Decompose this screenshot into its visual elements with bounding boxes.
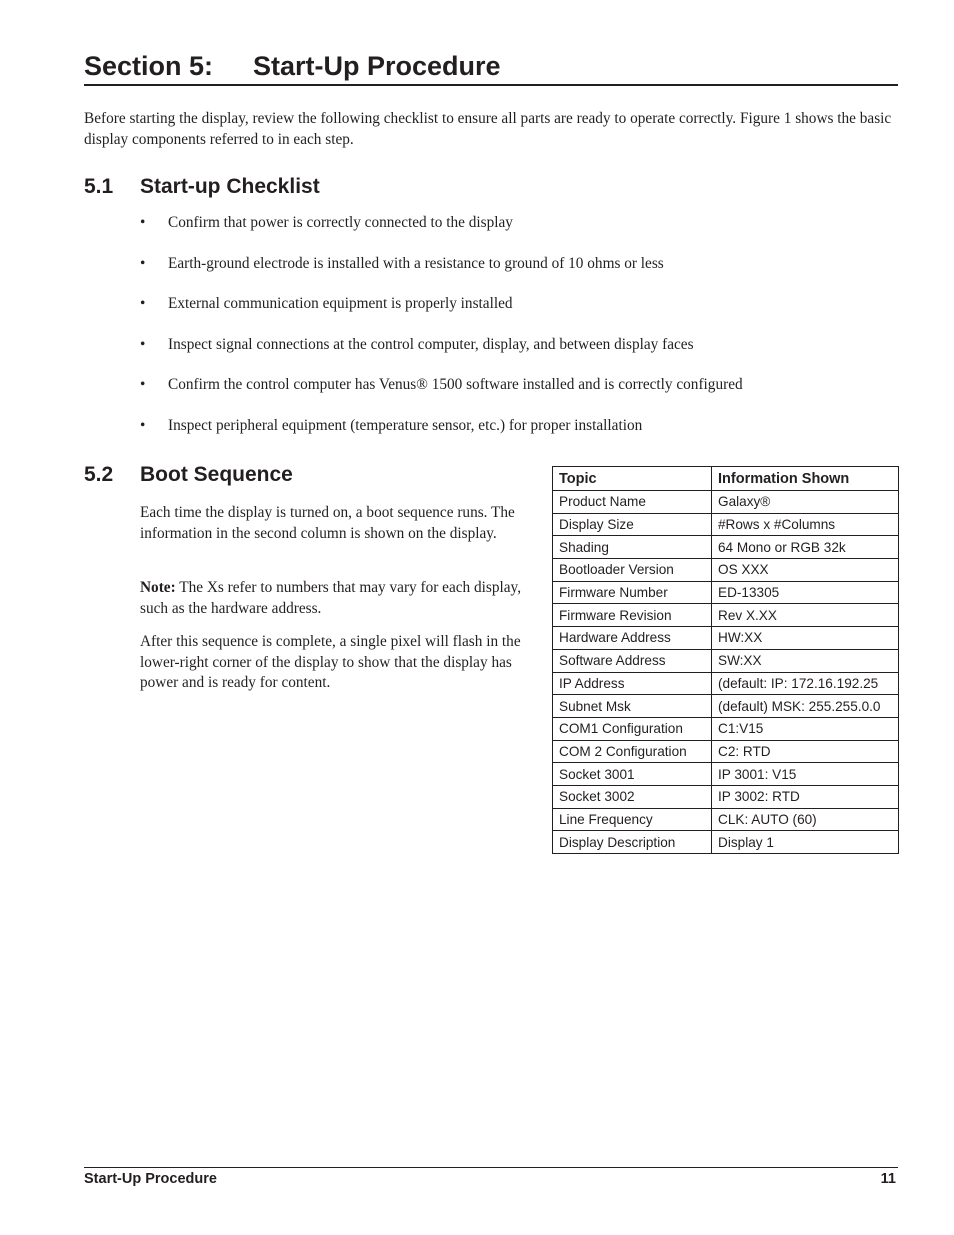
section-name: Start-Up Procedure [253, 51, 501, 81]
column-header-information: Information Shown [712, 467, 899, 491]
table-row [553, 763, 899, 786]
table-row [553, 695, 899, 718]
table-row [553, 513, 899, 536]
information-cell: Display 1 [712, 831, 899, 854]
information-cell: Rev X.XX [712, 604, 899, 627]
checklist-title: Start-up Checklist [140, 175, 320, 198]
topic-cell: Software Address [553, 649, 712, 672]
information-cell: IP 3001: V15 [712, 763, 899, 786]
boot-title: Boot Sequence [140, 463, 293, 486]
information-cell: HW:XX [712, 627, 899, 650]
checklist-heading [84, 174, 320, 200]
information-cell: ED-13305 [712, 581, 899, 604]
topic-cell: Shading [553, 536, 712, 559]
bullet-icon: • [140, 417, 146, 434]
topic-cell: Firmware Revision [553, 604, 712, 627]
section-number: Section 5: [84, 51, 214, 81]
table-row [553, 649, 899, 672]
table-row [553, 808, 899, 831]
topic-cell: COM1 Configuration [553, 717, 712, 740]
topic-cell: COM 2 Configuration [553, 740, 712, 763]
bullet-icon: • [140, 295, 146, 312]
boot-number: 5.2 [84, 463, 114, 486]
topic-cell: Firmware Number [553, 581, 712, 604]
information-cell: CLK: AUTO (60) [712, 808, 899, 831]
topic-cell: Socket 3002 [553, 785, 712, 808]
information-cell: 64 Mono or RGB 32k [712, 536, 899, 559]
boot-complete-paragraph: After this sequence is complete, a single pixel will flash in the lower-right corner of the display to show that the display has power and is ready for content. [140, 633, 521, 691]
bullet-icon: • [140, 336, 146, 353]
table-row [553, 831, 899, 854]
topic-cell: Product Name [553, 491, 712, 514]
checklist-number: 5.1 [84, 175, 114, 198]
topic-cell: Display Size [553, 513, 712, 536]
information-cell: #Rows x #Columns [712, 513, 899, 536]
topic-cell: Hardware Address [553, 627, 712, 650]
information-cell: OS XXX [712, 559, 899, 582]
topic-cell: IP Address [553, 672, 712, 695]
footer-divider [84, 1167, 898, 1168]
bullet-icon: • [140, 255, 146, 272]
bullet-icon: • [140, 214, 146, 231]
note-label: Note: [140, 579, 176, 596]
page-number: 11 [880, 1171, 896, 1187]
boot-heading [84, 462, 293, 488]
section-title [84, 50, 898, 86]
table-row [553, 627, 899, 650]
topic-cell: Subnet Msk [553, 695, 712, 718]
column-header-topic: Topic [553, 467, 712, 491]
table-row [553, 581, 899, 604]
table-body [553, 491, 899, 854]
topic-cell: Socket 3001 [553, 763, 712, 786]
table-row [553, 717, 899, 740]
table-header-row [553, 467, 899, 491]
information-cell: Galaxy® [712, 491, 899, 514]
intro-paragraph: Before starting the display, review the following checklist to ensure all parts are ready to operate correctly. Figure 1 shows the basic display components referred to in each step. [84, 110, 892, 148]
topic-cell: Line Frequency [553, 808, 712, 831]
information-cell: C2: RTD [712, 740, 899, 763]
information-cell: SW:XX [712, 649, 899, 672]
table-row [553, 536, 899, 559]
bullet-icon: • [140, 376, 146, 393]
table-row [553, 559, 899, 582]
boot-sequence-table [552, 466, 899, 854]
information-cell: (default) MSK: 255.255.0.0 [712, 695, 899, 718]
table-row [553, 604, 899, 627]
note-text: The Xs refer to numbers that may vary for each display, such as the hardware address. [140, 579, 522, 617]
information-cell: C1:V15 [712, 717, 899, 740]
table-row [553, 785, 899, 808]
information-cell: (default: IP: 172.16.192.25 [712, 672, 899, 695]
topic-cell: Bootloader Version [553, 559, 712, 582]
table-row [553, 491, 899, 514]
information-cell: IP 3002: RTD [712, 785, 899, 808]
footer-title: Start-Up Procedure [84, 1171, 217, 1187]
table-row [553, 740, 899, 763]
boot-paragraph: Each time the display is turned on, a boot sequence runs. The information in the second column is shown on the display. [140, 504, 515, 542]
note-paragraph [140, 578, 536, 619]
table-row [553, 672, 899, 695]
topic-cell: Display Description [553, 831, 712, 854]
